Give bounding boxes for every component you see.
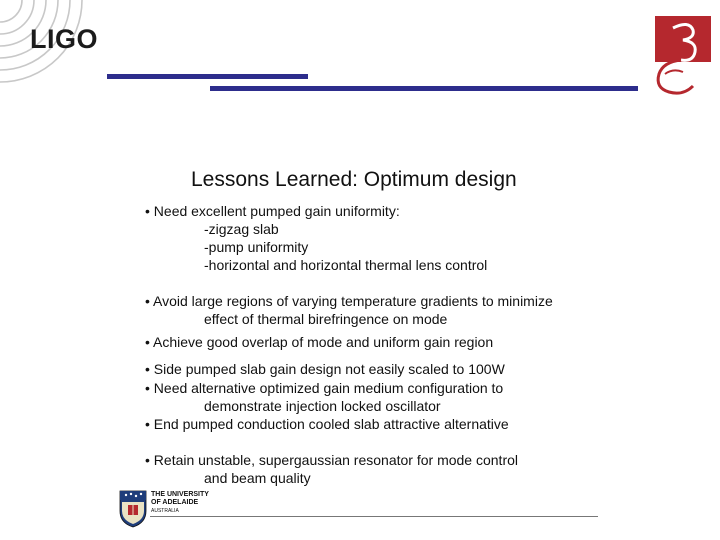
university-name-line2: OF ADELAIDE <box>151 499 199 506</box>
bullet-line: • Achieve good overlap of mode and uniform gain region <box>145 334 494 350</box>
university-name-line3: AUSTRALIA <box>151 508 179 514</box>
ligo-logo: LIGO <box>30 24 98 54</box>
sub-line: and beam quality <box>204 470 311 486</box>
sub-line: effect of thermal birefringence on mode <box>204 311 448 327</box>
bullet-line: • Retain unstable, supergaussian resonator for mode control <box>145 452 519 468</box>
sub-line: -horizontal and horizontal thermal lens control <box>204 257 488 273</box>
bullet-line: • Avoid large regions of varying temperature gradients to minimize <box>145 293 553 309</box>
university-name <box>151 491 209 515</box>
footer-rule <box>150 516 598 517</box>
slide-title: Lessons Learned: Optimum design <box>191 168 517 191</box>
university-crest-icon <box>118 489 148 529</box>
university-name-line1: THE UNIVERSITY <box>151 491 209 498</box>
sub-line: -pump uniformity <box>204 239 309 255</box>
bullet-line: • Need alternative optimized gain medium configuration to <box>145 380 504 396</box>
bullet-line: • End pumped conduction cooled slab attractive alternative <box>145 416 509 432</box>
bullet-line: • Side pumped slab gain design not easily scaled to 100W <box>145 361 505 377</box>
bullet-line: • Need excellent pumped gain uniformity: <box>145 203 400 219</box>
sub-line: demonstrate injection locked oscillator <box>204 398 441 414</box>
sub-line: -zigzag slab <box>204 221 279 237</box>
